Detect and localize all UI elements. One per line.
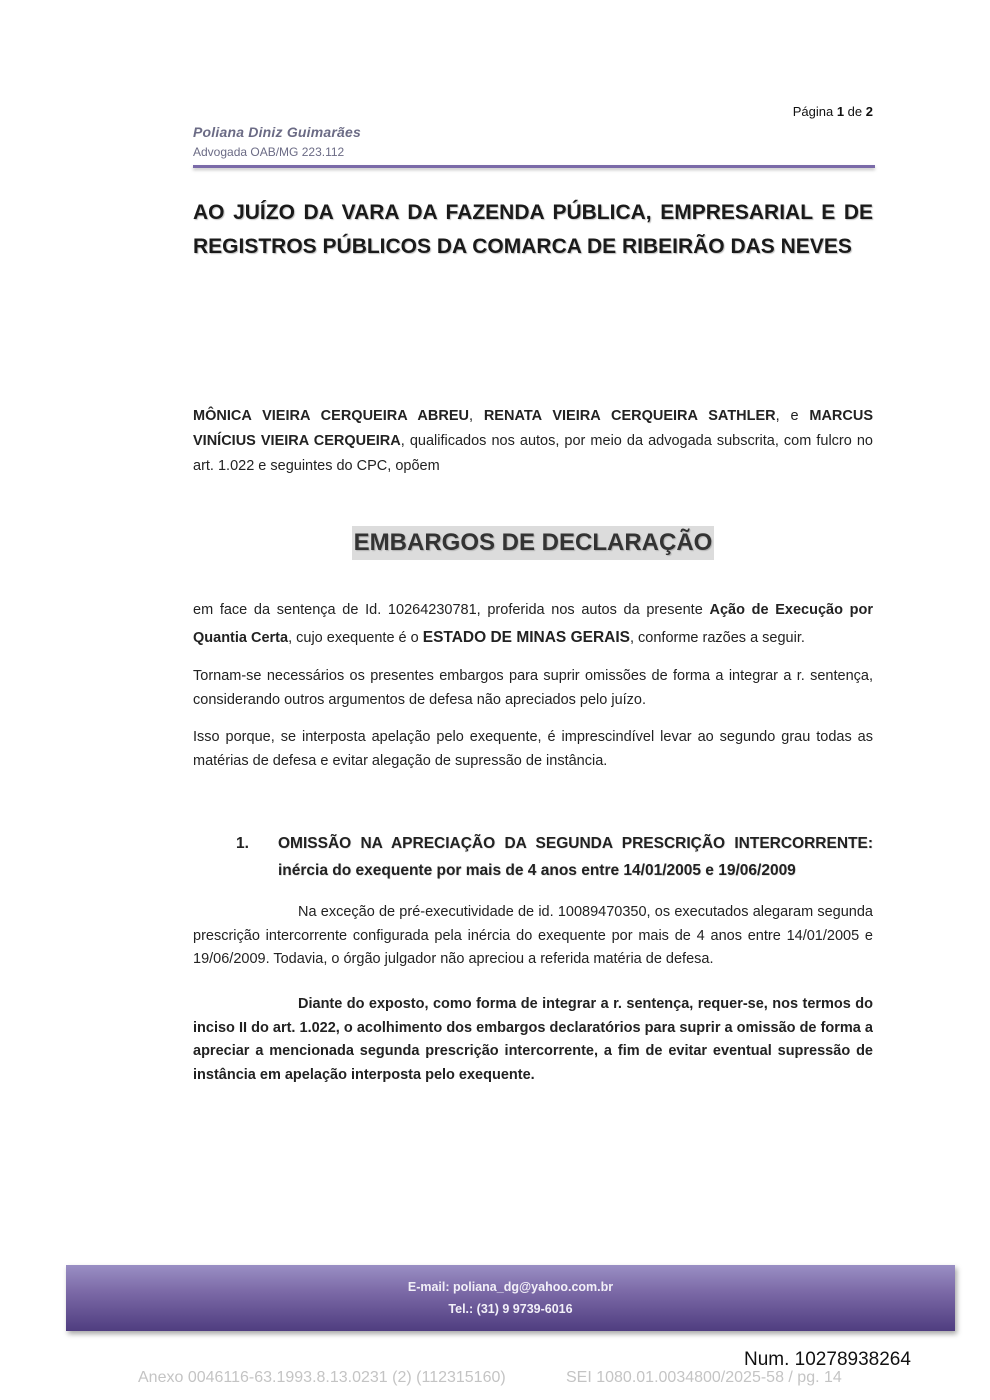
intro-paragraph-3: Isso porque, se interposta apelação pelo exequente, é imprescindível levar ao segundo grau todas as matérias de defesa e evitar alegação de supressão de instância. bbox=[193, 729, 873, 769]
intro-text-a: em face da sentença de Id. 10264230781, proferida nos autos da presente bbox=[193, 602, 710, 618]
section-number: 1. bbox=[236, 835, 249, 852]
author-oab: Advogada OAB/MG 223.112 bbox=[193, 145, 345, 159]
party-name-3: MARCUS VINÍCIUS VIEIRA CERQUEIRA bbox=[193, 408, 874, 449]
header-divider bbox=[193, 165, 875, 168]
section-paragraph-2 bbox=[193, 993, 873, 1087]
document-type-title: EMBARGOS DE DECLARAÇÃO bbox=[352, 526, 715, 560]
sei-stamp: SEI 1080.01.0034800/2025-58 / pg. 14 bbox=[566, 1369, 842, 1386]
intro-text-b: , cujo exequente é o bbox=[288, 630, 423, 646]
action-name: Ação de Execução por Quantia Certa bbox=[193, 602, 873, 646]
section-title: OMISSÃO NA APRECIAÇÃO DA SEGUNDA PRESCRIÇÃO INTERCORRENTE: inércia do exequente por mais de 4 anos entre 14/01/2005 e 19/06/2009 bbox=[278, 835, 873, 879]
document-type-wrap bbox=[0, 526, 990, 560]
party-sep-1: , bbox=[468, 408, 484, 424]
footer-phone: Tel.: (31) 9 9739-6016 bbox=[448, 1302, 573, 1316]
author-name: Poliana Diniz Guimarães bbox=[193, 124, 361, 140]
section-paragraph-2-text: Diante do exposto, como forma de integrar a r. sentença, requer-se, nos termos do inciso II do art. 1.022, o acolhimento dos embargos declaratórios para suprir a omissão de forma a apreciar a mencionada segunda prescrição intercorrente, a fim de evitar eventual supressão de instância em apelação interposta pelo exequente. bbox=[193, 996, 873, 1083]
footer-email: E-mail: poliana_dg@yahoo.com.br bbox=[407, 1280, 614, 1294]
page-total: 2 bbox=[865, 104, 873, 119]
section-paragraph-1-text: Na exceção de pré-executividade de id. 10089470350, os executados alegaram segunda prescrição intercorrente configurada pela inércia do exequente por mais de 4 anos entre 14/01/2005 e 19/06/2009. Todavia, o órgão julgador não apreciou a referida matéria de defesa. bbox=[193, 904, 873, 967]
party-name-2: RENATA VIEIRA CERQUEIRA SATHLER bbox=[483, 408, 776, 424]
party-name-1: MÔNICA VIEIRA CERQUEIRA ABREU bbox=[193, 408, 469, 424]
intro-paragraph-2: Tornam-se necessários os presentes embargos para suprir omissões de forma a integrar a r. sentença, considerando outros argumentos de defesa não apreciados pelo juízo. bbox=[193, 668, 873, 708]
page-sep: de bbox=[847, 104, 863, 119]
page-number bbox=[760, 104, 873, 119]
intro-paragraph-1 bbox=[193, 597, 873, 652]
court-heading: AO JUÍZO DA VARA DA FAZENDA PÚBLICA, EMPRESARIAL E DE REGISTROS PÚBLICOS DA COMARCA DE RIBEIRÃO DAS NEVES bbox=[193, 201, 873, 258]
plaintiff-name: ESTADO DE MINAS GERAIS bbox=[422, 629, 630, 646]
section-paragraph-1 bbox=[193, 901, 873, 972]
footer-band bbox=[66, 1265, 955, 1331]
party-sep-2: , e bbox=[775, 408, 810, 424]
annex-stamp: Anexo 0046116-63.1993.8.13.0231 (2) (112315160) bbox=[138, 1369, 506, 1386]
page-label: Página bbox=[792, 104, 834, 119]
parties-rest: , qualificados nos autos, por meio da advogada subscrita, com fulcro no art. 1.022 e seguintes do CPC, opõem bbox=[193, 433, 873, 474]
document-number-stamp: Num. 10278938264 bbox=[744, 1349, 911, 1370]
parties-paragraph bbox=[193, 404, 873, 479]
page-current: 1 bbox=[836, 104, 845, 119]
intro-text-c: , conforme razões a seguir. bbox=[630, 630, 805, 646]
